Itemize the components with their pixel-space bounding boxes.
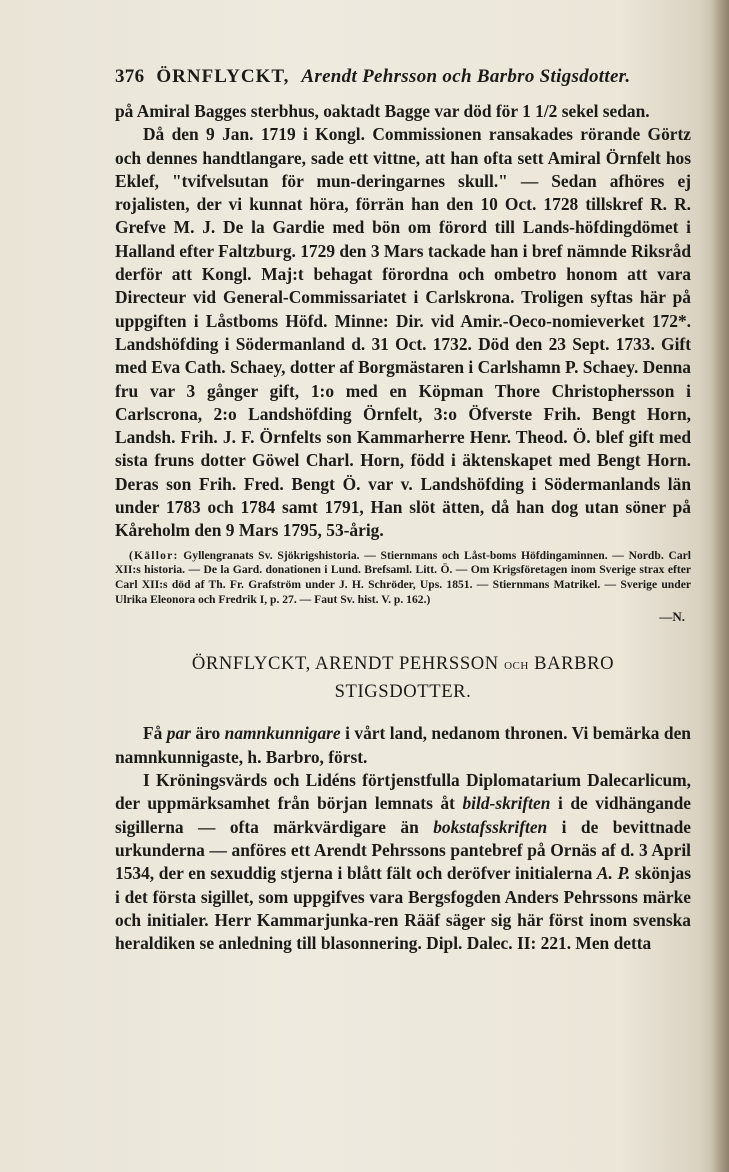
running-header [115,66,691,100]
paragraph-continuation: på Amiral Bagges sterbhus, oaktadt Bagge var död för 1 1/2 sekel sedan. [115,101,650,121]
header-subtitle: Arendt Pehrsson och Barbro Stigsdotter. [301,66,631,87]
text-run: I Kröningsvärds och Lidéns förtjenstfulla Diplomatarium Dalecarlicum, der uppmärksamhet från början lemnats åt [115,770,691,814]
text-run: äro [195,723,221,744]
article-title-line-2: STIGSDOTTER. [334,681,472,703]
article-title-line-1 [115,651,691,679]
sources-note [115,549,691,608]
text-run: i vårt land, nedanom thronen. Vi bemärka den namnkunnigaste, h. Barbro, först. [115,723,691,767]
article-title-names: ÖRNFLYCKT, ARENDT PEHRSSON [191,653,499,675]
text-run: i de vidhängande sigillerna — ofta märkvärdigare än [115,793,691,837]
sources-text: Gyllengranats Sv. Sjökrigshistoria. — Stiernmans och Låst-boms Höfdingaminnen. — Nordb. Carl XII:s historia. — De la Gard. donationen i Lund. Brefsaml. Litt. Ö. — Om Krigsföretagen inom Sverige strax efter Carl XII:s död af Th. Fr. Grafström under J. H. Schröder, Ups. 1851. — Stiernmans Matrikel. — Sverige under Ulrika Eleonora och Fredrik I, p. 27. — Faut Sv. hist. V. p. 162.) [115,548,691,606]
italic-run: A. P. [596,863,631,884]
page-content [115,66,691,955]
sources-heading: (Källor: [129,548,179,562]
text-run: i de bevittnade urkunderna — anföres ett Arendt Pehrssons pantebref på Ornäs af d. 3 April 1534, der en sexuddig stjerna i blått fält och deröfver initialerna [115,816,691,884]
italic-run: par [166,723,191,744]
italic-run: bokstafsskriften [433,816,548,837]
article-title-barbro: BARBRO [534,653,615,675]
header-surname: ÖRNFLYCKT, [156,66,290,87]
italic-run: bild-skriften [462,793,551,814]
text-run: skönjas i det första sigillet, som uppgifves vara Bergsfogden Anders Pehrssons märke och initialer. Herr Kammarjunka-ren Rääf säger sig här först inom svenska heraldiken se anledning till blasonnering. Dipl. Dalec. II: 221. Men detta [115,863,691,954]
article-title-och: OCH [504,660,529,673]
paragraph-body: Då den 9 Jan. 1719 i Kongl. Commissionen ransakades rörande Görtz och dennes handtlangare, sade ett vittne, att han ofta sett Amiral Örnfelt hos Eklef, "tvifvelsutan för mun-deringarnes skull." — Sedan afhöres ej rojalisten, der vi kunnat höra, förrän han den 10 Oct. 1728 tillskref R. R. Grefve M. J. De la Gardie med bön om förord till Lands-höfdingdömet i Halland efter Faltzburg. 1729 den 3 Mars tackade han i bref nämnde Riksråd derför att Kongl. Maj:t behagat förordna och ombetro honom att vara Directeur vid General-Commissariatet i Carlskrona. Troligen syftas här på uppgiften i Låstboms Höfd. Minne: Dir. vid Amir.-Oeco-nomieverket 172*. Landshöfding i Södermanland d. 31 Oct. 1732. Död den 23 Sept. 1733. Gift med Eva Cath. Schaey, dotter af Borgmästaren i Carlshamn P. Schaey. Denna fru var 3 gånger gift, 1:o med en Köpman Thore Christophersson i Carlscrona, 2:o Landshöfding Örnfelt, 3:o Öfverste Frih. Bengt Horn, Landsh. Frih. J. F. Örnfelts son Kammarherre Henr. Theod. Ö. blef gift med sista fruns dotter Göwel Charl. Horn, född i äktenskapet med Bengt Horn. Deras son Frih. Fred. Bengt Ö. var v. Landshöfding i Södermanlands län under 1783 och 1784 samt 1791, Han slöt ätten, då han dog utan söner på Kåreholm den 9 Mars 1795, 53-årig. [115,124,691,541]
article-paragraph-1 [115,722,691,769]
previous-article [115,100,691,625]
page-gutter-shadow [711,0,729,1172]
italic-run: namnkunnigare [224,723,341,744]
article-body [115,722,691,955]
text-run: Få [143,723,163,744]
page-number: 376 [115,66,145,87]
article-paragraph-2 [115,769,691,955]
article-title [115,651,691,704]
author-signature: —N. [659,609,685,625]
